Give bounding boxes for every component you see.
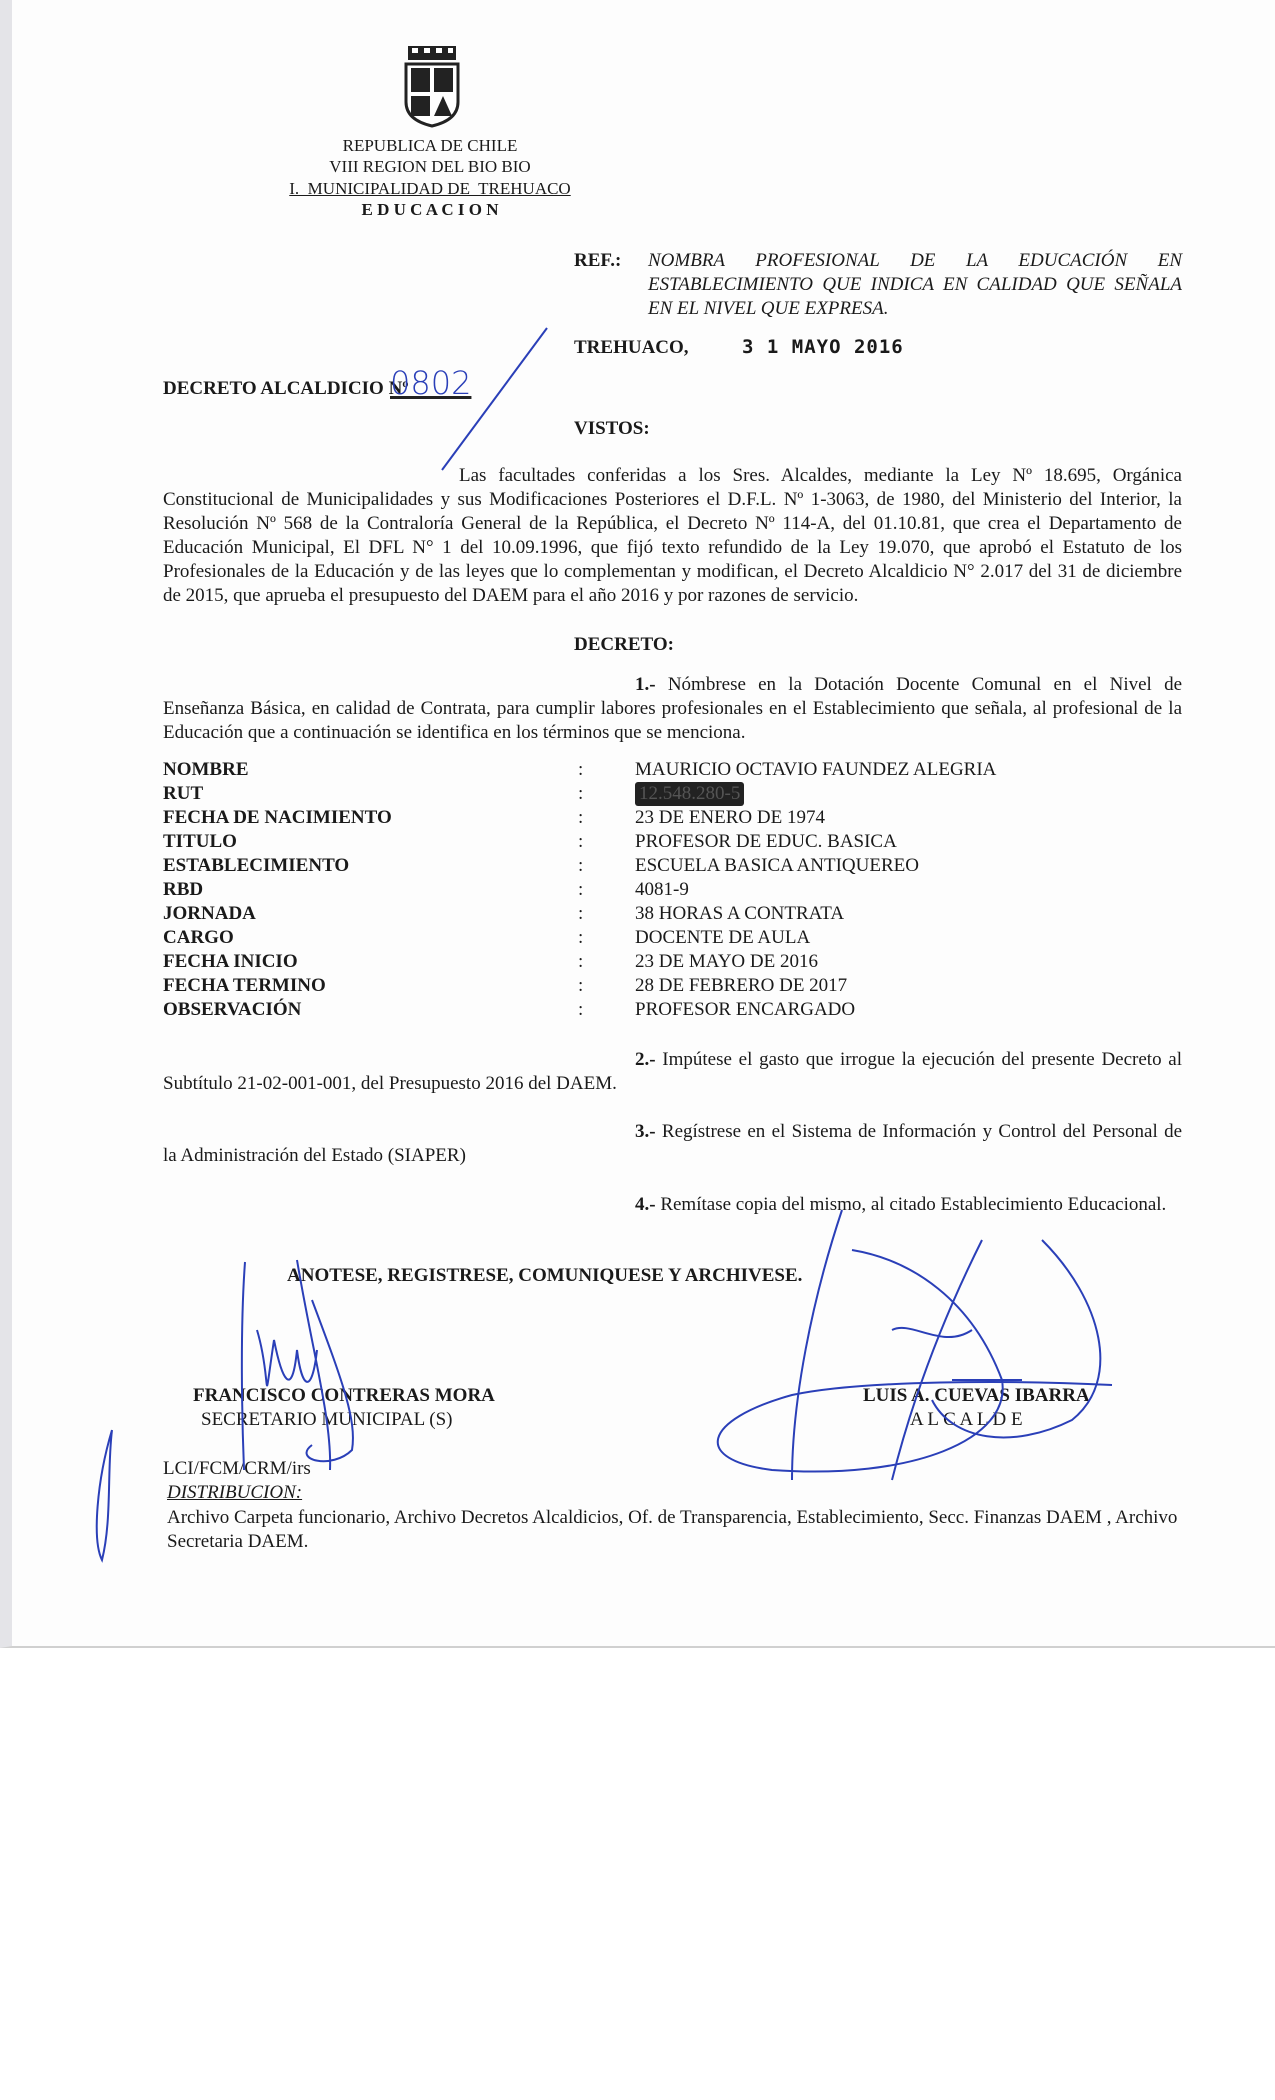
- decreto-label: DECRETO:: [574, 634, 674, 655]
- field-colon: :: [578, 759, 584, 780]
- field-colon: :: [578, 855, 584, 876]
- field-value: ESCUELA BASICA ANTIQUEREO: [635, 855, 919, 876]
- item-3: [163, 1120, 1182, 1168]
- field-colon: :: [578, 999, 584, 1020]
- field-row: [163, 878, 1163, 902]
- item-text: Remítase copia del mismo, al citado Establecimiento Educacional.: [660, 1194, 1167, 1215]
- field-label: FECHA TERMINO: [163, 975, 326, 996]
- signer-secretary-name: FRANCISCO CONTRERAS MORA: [193, 1385, 495, 1406]
- decree-number: 0802: [390, 364, 472, 402]
- field-row: [163, 974, 1163, 998]
- field-colon: :: [578, 783, 584, 804]
- field-colon: :: [578, 807, 584, 828]
- field-value: PROFESOR ENCARGADO: [635, 999, 856, 1020]
- field-label: FECHA DE NACIMIENTO: [163, 807, 392, 828]
- date-stamp: 3 1 MAYO 2016: [742, 336, 904, 358]
- field-value: DOCENTE DE AULA: [635, 927, 811, 948]
- distribution-label: DISTRIBUCION:: [167, 1482, 303, 1503]
- field-label: OBSERVACIÓN: [163, 999, 302, 1020]
- closing-statement: ANOTESE, REGISTRESE, COMUNIQUESE Y ARCHIVESE.: [287, 1265, 803, 1286]
- field-row: [163, 950, 1163, 974]
- header-country: REPUBLICA DE CHILE: [342, 136, 518, 155]
- municipal-crest-logo: [402, 44, 462, 128]
- field-colon: :: [578, 879, 584, 900]
- item-text: Impútese el gasto que irrogue la ejecución del presente Decreto al Subtítulo 21-02-001-001, del Presupuesto 2016 del DAEM.: [163, 1049, 1182, 1094]
- field-row: [163, 902, 1163, 926]
- header-department: E D U C A C I O N: [361, 200, 499, 219]
- field-value: MAURICIO OCTAVIO FAUNDEZ ALEGRIA: [635, 759, 997, 780]
- field-value: 4081-9: [635, 879, 689, 900]
- field-value: 38 HORAS A CONTRATA: [635, 903, 845, 924]
- field-label: RBD: [163, 879, 204, 900]
- field-label: FECHA INICIO: [163, 951, 298, 972]
- field-value: 23 DE MAYO DE 2016: [635, 951, 818, 972]
- item-text: Regístrese en el Sistema de Información y Control del Personal de la Administración del Estado (SIAPER): [163, 1121, 1183, 1166]
- item-text: Nómbrese en la Dotación Docente Comunal en el Nivel de Enseñanza Básica, en calidad de Contrata, para cumplir labores profesionales en el Establecimiento que señala, al profesional de la Educación que a continuación se identifica en los términos que se menciona.: [163, 674, 1182, 743]
- item-number: 3.-: [635, 1121, 656, 1142]
- field-row: [163, 926, 1163, 950]
- item-number: 4.-: [635, 1194, 656, 1215]
- header-region: VIII REGION DEL BIO BIO: [329, 157, 531, 176]
- field-value: 12.548.280-5: [635, 782, 744, 806]
- signer-secretary-title: SECRETARIO MUNICIPAL (S): [201, 1409, 453, 1430]
- field-label: CARGO: [163, 927, 234, 948]
- item-4: [163, 1193, 1182, 1217]
- field-colon: :: [578, 903, 584, 924]
- item-2: [163, 1048, 1182, 1096]
- field-colon: :: [578, 951, 584, 972]
- field-row: [163, 806, 1163, 830]
- field-label: JORNADA: [163, 903, 256, 924]
- initials: LCI/FCM/CRM/irs: [163, 1458, 311, 1479]
- item-number: 1.-: [635, 674, 656, 695]
- field-label: NOMBRE: [163, 759, 249, 780]
- field-label: TITULO: [163, 831, 237, 852]
- field-row: [163, 854, 1163, 878]
- field-label: ESTABLECIMIENTO: [163, 855, 350, 876]
- ref-text: NOMBRA PROFESIONAL DE LA EDUCACIÓN EN ESTABLECIMIENTO QUE INDICA EN CALIDAD QUE SEÑALA EN EL NIVEL QUE EXPRESA.: [648, 250, 1182, 319]
- signer-mayor-name: LUIS A. CUEVAS IBARRA: [863, 1385, 1090, 1406]
- field-row: [163, 998, 1163, 1022]
- field-colon: :: [578, 831, 584, 852]
- vistos-text: Las facultades conferidas a los Sres. Alcaldes, mediante la Ley Nº 18.695, Orgánica Constitucional de Municipalidades y sus Modificaciones Posteriores el D.F.L. Nº 1-3063, de 1980, del Ministerio del Interior, la Resolución Nº 568 de la Contraloría General de la República, el Decreto Nº 114-A, del 01.10.81, que crea el Departamento de Educación Municipal, El DFL N° 1 del 10.09.1996, que fijó texto refundido de la Ley 19.070, que aprobó el Estatuto de los Profesionales de la Educación y de las leyes que lo complementan y modifican, el Decreto Alcaldicio N° 2.017 del 31 de diciembre de 2015, que aprueba el presupuesto del DAEM para el año 2016 y por razones de servicio.: [163, 465, 1182, 606]
- field-colon: :: [578, 975, 584, 996]
- field-value: PROFESOR DE EDUC. BASICA: [635, 831, 897, 852]
- distribution-text: Archivo Carpeta funcionario, Archivo Decretos Alcaldicios, Of. de Transparencia, Establecimiento, Secc. Finanzas DAEM , Archivo Secretaria DAEM.: [167, 1507, 1178, 1552]
- field-colon: :: [578, 927, 584, 948]
- place: TREHUACO,: [574, 337, 689, 358]
- vistos-label: VISTOS:: [574, 418, 650, 439]
- ref-label: REF.:: [574, 250, 622, 271]
- signer-mayor-title: A L C A L D E: [910, 1409, 1023, 1430]
- item-number: 2.-: [635, 1049, 656, 1070]
- field-value: 23 DE ENERO DE 1974: [635, 807, 825, 828]
- field-label: RUT: [163, 783, 204, 804]
- header-municipality: I. MUNICIPALIDAD DE TREHUACO: [289, 179, 571, 198]
- item-1: [163, 673, 1182, 745]
- field-value: 28 DE FEBRERO DE 2017: [635, 975, 848, 996]
- decree-label: DECRETO ALCALDICIO Nº: [163, 378, 409, 399]
- field-row: [163, 830, 1163, 854]
- field-row: [163, 758, 1163, 782]
- field-row: [163, 782, 1163, 806]
